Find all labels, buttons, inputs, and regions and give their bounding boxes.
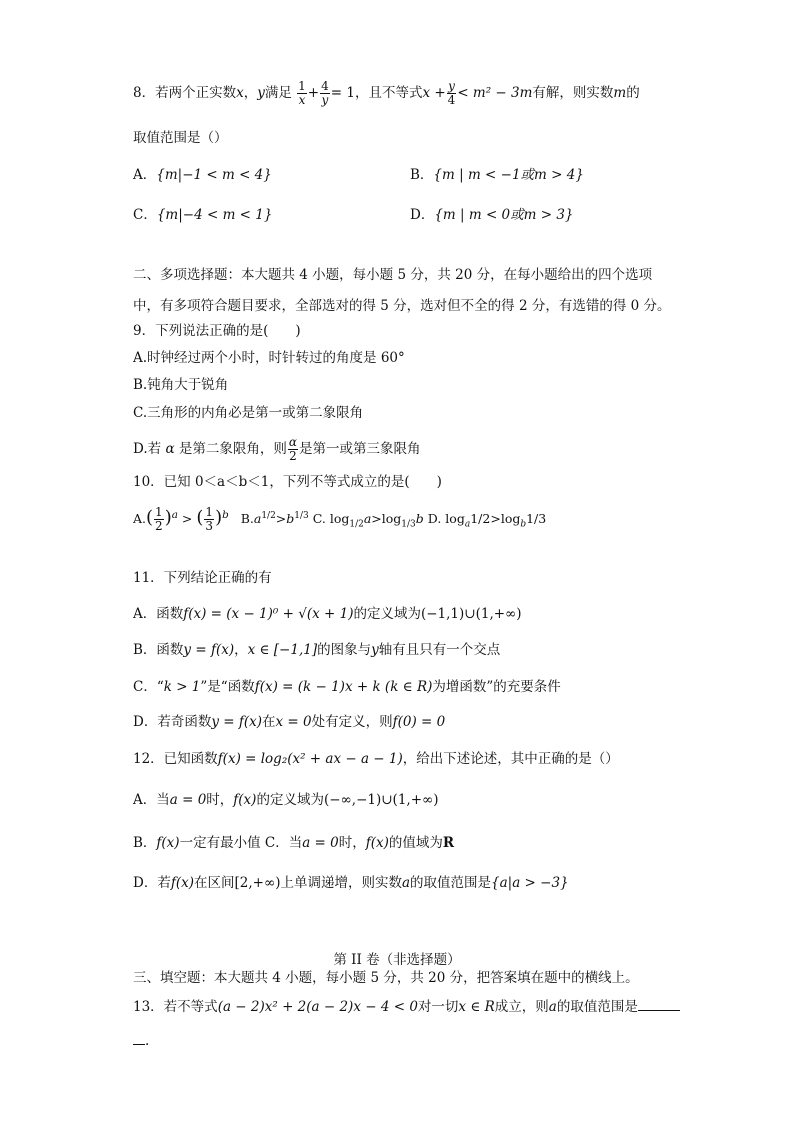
math: f(x) xyxy=(365,835,389,851)
q8-text2: 满足 xyxy=(264,85,292,101)
math: f(x) xyxy=(233,792,257,808)
math: f(x) xyxy=(170,875,194,891)
gt: > xyxy=(275,511,287,527)
q8-eq: = 1 xyxy=(330,85,355,101)
math: f(x) xyxy=(156,835,180,851)
option-text: D．若奇函数 xyxy=(133,714,212,730)
frac-den: 3 xyxy=(205,519,214,534)
paren-open: ( xyxy=(146,507,154,529)
q8-stem xyxy=(133,80,640,107)
option-text: 是第二象限角，则 xyxy=(174,441,287,457)
q12-option-d xyxy=(133,873,569,893)
q10-stem: 10．已知 0＜a＜b＜1，下列不等式成立的是( ) xyxy=(133,474,442,490)
option-text: 处有定义，则 xyxy=(311,714,393,730)
option-text: 的定义域为 xyxy=(256,792,324,808)
arg: b xyxy=(415,511,424,527)
math: x = 0 xyxy=(275,714,312,730)
q8-var-y: y xyxy=(257,85,265,101)
option-text: ， xyxy=(234,642,248,658)
q11-option-d xyxy=(133,712,445,732)
q8-option-b xyxy=(410,165,584,185)
frac-den: y xyxy=(321,93,329,107)
math: R xyxy=(442,835,455,851)
math: y xyxy=(371,642,379,658)
q8-ineq-rhs: < m² − 3m xyxy=(457,85,533,101)
math: f(x) = (x − 1)⁰ + √(x + 1) xyxy=(183,606,354,622)
option-math: {m|−1 < m < 4} xyxy=(156,167,272,183)
base: b xyxy=(520,519,527,530)
exp: 1/2 xyxy=(261,511,276,521)
q11-option-a xyxy=(133,604,522,624)
section3-title: 第 II 卷（非选择题） xyxy=(333,952,461,968)
option-text: A．当 xyxy=(133,792,170,808)
math: x ∈ R xyxy=(458,999,495,1015)
option-text: B． xyxy=(133,835,157,851)
paren-close: ) xyxy=(164,507,172,529)
q8-var-m: m xyxy=(613,85,627,101)
option-text: 在区间 xyxy=(193,875,235,891)
q11-option-c xyxy=(133,677,561,697)
base: 1/2 xyxy=(349,519,364,530)
math: a = 0 xyxy=(169,792,207,808)
frac-num: 4 xyxy=(321,79,329,93)
q13-stem xyxy=(133,996,680,1017)
option-label: C． xyxy=(133,207,157,223)
q8-text5: 的 xyxy=(626,85,640,101)
stem-text: 的取值范围是 xyxy=(556,999,638,1015)
option-label: D. log xyxy=(427,511,465,527)
option-text: C．“ xyxy=(133,679,164,695)
arg: 1/3 xyxy=(526,511,547,527)
math: {a|a > −3} xyxy=(491,875,569,891)
exp: a xyxy=(171,509,178,521)
math: y = f(x) xyxy=(211,714,262,730)
option-text: 时， xyxy=(338,835,366,851)
q8-text4: 有解，则实数 xyxy=(532,85,614,101)
arg: a xyxy=(363,511,372,527)
q8-text: 8．若两个正实数 xyxy=(133,85,237,101)
option-text: 的取值范围是 xyxy=(410,875,492,891)
math: f(0) = 0 xyxy=(392,714,446,730)
q8-option-d xyxy=(410,205,574,225)
option-text: D.若 xyxy=(133,441,166,457)
option-text: 是第一或第三象限角 xyxy=(298,441,421,457)
frac-num: 1 xyxy=(298,79,306,93)
q13-end xyxy=(133,1030,149,1051)
option-label: A. xyxy=(133,511,147,527)
option-text: 一定有最小值 C．当 xyxy=(179,835,303,851)
frac-den: 2 xyxy=(155,519,163,534)
option-label: A． xyxy=(133,167,157,183)
q9-option-b: B.钝角大于锐角 xyxy=(133,377,229,393)
option-math: {m | m < −1或m > 4} xyxy=(433,167,584,183)
math: f(x) = (k − 1)x + k (k ∈ R) xyxy=(254,679,433,695)
option-text: 在 xyxy=(262,714,276,730)
stem-text: 对一切 xyxy=(417,999,459,1015)
option-text: 时， xyxy=(206,792,234,808)
q9-stem: 9．下列说法正确的是( ) xyxy=(133,323,301,339)
section2-line2: 中，有多项符合题目要求，全部选对的得 5 分，选对但不全的得 2 分，有选错的得 0 分。 xyxy=(133,298,671,314)
q11-option-b xyxy=(133,640,500,660)
math: a = 0 xyxy=(302,835,339,851)
math: a xyxy=(548,999,557,1015)
option-math: {m|−4 < m < 1} xyxy=(156,207,273,223)
q9-option-c: C.三角形的内角必是第一或第二象限角 xyxy=(133,405,364,421)
paren-close: ) xyxy=(215,507,223,529)
paren-open: ( xyxy=(196,507,204,529)
base: a xyxy=(464,519,471,530)
q9-option-d xyxy=(133,436,420,463)
q8-sep: ， xyxy=(243,85,258,101)
q8-text3: ，且不等式 xyxy=(354,85,423,101)
gt: > xyxy=(181,511,193,527)
option-label: B． xyxy=(410,167,434,183)
exp: b xyxy=(222,509,229,521)
q8-frac1 xyxy=(297,80,307,107)
answer-blank[interactable] xyxy=(638,996,680,1011)
math: (a − 2)x² + 2(a − 2)x − 4 < 0 xyxy=(217,999,418,1015)
math: a xyxy=(401,875,411,891)
option-text: ”是“函数 xyxy=(200,679,255,695)
q8-var-x: x xyxy=(236,85,244,101)
q9-option-a: A.时钟经过两个小时，时针转过的角度是 60° xyxy=(133,350,405,366)
option-math: {m | m < 0或m > 3} xyxy=(434,207,574,223)
option-label: B. xyxy=(240,511,254,527)
frac-num: α xyxy=(288,435,297,449)
gt: >log xyxy=(371,511,402,527)
gt: >log xyxy=(490,511,521,527)
section3-line1: 三、填空题：本大题共 4 小题，每小题 5 分，共 20 分，把答案填在题中的横线上。 xyxy=(133,970,639,986)
answer-blank-cont xyxy=(133,1030,145,1045)
var: b xyxy=(286,511,295,527)
option-text: 为增函数”的充要条件 xyxy=(432,679,561,695)
q10-frac-a2 xyxy=(204,506,214,533)
frac-num: 1 xyxy=(155,505,163,520)
period: . xyxy=(145,1033,150,1049)
q8-frac3 xyxy=(447,80,457,107)
stem-text: 12．已知函数 xyxy=(133,751,218,767)
option-text: B．函数 xyxy=(133,642,184,658)
q9-frac xyxy=(288,436,298,463)
stem-text: 13．若不等式 xyxy=(133,999,218,1015)
math: [2,+∞) xyxy=(234,875,281,891)
arg: 1/2 xyxy=(470,511,491,527)
option-label: D． xyxy=(410,207,435,223)
option-text: 的定义域为 xyxy=(353,606,421,622)
math: (−1,1)∪(1,+∞) xyxy=(420,606,522,622)
var: a xyxy=(253,511,262,527)
math: y = f(x) xyxy=(183,642,235,658)
option-text: A．函数 xyxy=(133,606,184,622)
q8-frac2 xyxy=(320,80,330,107)
option-text: 的值域为 xyxy=(388,835,443,851)
option-label: C. log xyxy=(312,511,350,527)
q8-line2: 取值范围是（） xyxy=(133,130,228,146)
section2-line1: 二、多项选择题：本大题共 4 小题，每小题 5 分，共 20 分，在每小题给出的四个选项 xyxy=(133,267,653,283)
q8-option-c xyxy=(133,205,272,225)
frac-num: y xyxy=(448,79,455,93)
math: x ∈ [−1,1] xyxy=(247,642,318,658)
frac-den: 2 xyxy=(289,449,297,463)
q10-frac-a1 xyxy=(154,506,164,533)
q12-stem xyxy=(133,749,619,769)
q8-plus: + xyxy=(307,85,320,101)
math: (−∞,−1)∪(1,+∞) xyxy=(323,792,439,808)
exp: 1/3 xyxy=(294,511,309,521)
frac-num: 1 xyxy=(205,505,214,520)
q10-options xyxy=(133,505,546,535)
math: f(x) = log₂(x² + ax − a − 1) xyxy=(217,751,403,767)
option-text: 上单调递增，则实数 xyxy=(280,875,402,891)
q8-option-a xyxy=(133,165,272,185)
option-text: D．若 xyxy=(133,875,171,891)
q8-ineq-x: x + xyxy=(422,85,446,101)
stem-text: 成立，则 xyxy=(494,999,549,1015)
q11-stem: 11．下列结论正确的有 xyxy=(133,570,272,586)
option-text: 轴有且只有一个交点 xyxy=(378,642,501,658)
base: 1/3 xyxy=(401,519,416,530)
stem-text: ，给出下述论述，其中正确的是（） xyxy=(402,751,619,767)
q12-option-a xyxy=(133,790,439,810)
frac-den: 4 xyxy=(447,93,456,107)
option-text: 的图象与 xyxy=(317,642,372,658)
frac-den: x xyxy=(298,93,306,107)
alpha: α xyxy=(165,441,175,457)
q12-option-bc xyxy=(133,833,454,853)
math: k > 1 xyxy=(163,679,201,695)
